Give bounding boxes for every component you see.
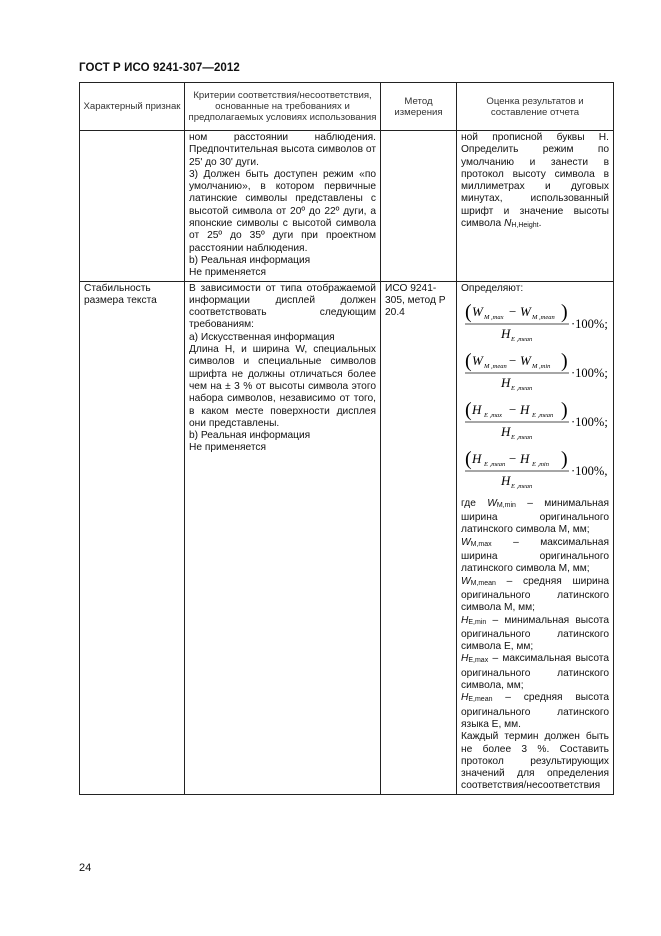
formula-denominator-subscript: E ,mean (511, 433, 533, 441)
row1-criteria-p1: ном расстоянии наблюдения. Предпочтительная высота символов от 25' до 30' дуги. (189, 132, 376, 168)
formula-term-a-subscript: M ,mean (484, 362, 507, 370)
row1-criteria-p3: b) Реальная информация (189, 254, 311, 266)
formula-paren-right: ) (561, 447, 568, 470)
formula-denominator: H (501, 423, 511, 439)
definition-item (461, 615, 609, 654)
definition-item (461, 537, 609, 576)
formula-term-a: W (472, 303, 483, 319)
formula-denominator: H (501, 374, 511, 390)
definition-symbol: W (461, 536, 471, 548)
row1-criteria-p2: 3) Должен быть доступен режим «по умолчанию», в котором первичные латинские символы представлены с высотой символа от 20º до 22º дуги, а японские символы с высотой символа от 25º до 35º дуги при проектном расстоянии наблюдения. (189, 168, 376, 254)
formula-denominator: H (501, 325, 511, 341)
formula-paren-right: ) (561, 349, 568, 372)
page-number: 24 (79, 862, 92, 874)
definition-text: – средняя высота оригинального латинского языка E, мм. (461, 692, 609, 730)
formula-term-a-subscript: E ,max (484, 411, 503, 419)
row1-evaluation-symbol: N (503, 218, 512, 230)
formula-minus: − (509, 401, 517, 417)
formula-paren-right: ) (561, 300, 568, 323)
definition-symbol: H (461, 692, 469, 704)
formula-3 (463, 397, 613, 441)
table-header-row (80, 83, 614, 131)
formula-list (461, 299, 609, 490)
definition-text: – средняя ширина оригинального латинского символа M, мм; (461, 575, 609, 614)
formula-term-a: H (472, 450, 482, 466)
row2-method: ИСО 9241-305, метод Р 20.4 (381, 281, 457, 794)
formula-term-b-subscript: E ,min (532, 460, 549, 468)
formula-paren-left: ( (465, 349, 472, 372)
row2-criteria-p1: В зависимости от типа отображаемой информации дисплей должен соответствовать следующим требованиям: (189, 282, 376, 331)
definition-text: – минимальная ширина оригинального латинского символа M, мм; (461, 497, 609, 536)
criteria-table (79, 82, 614, 795)
definition-subscript: E,mean (468, 696, 493, 704)
formula-minus: − (509, 352, 517, 368)
row1-evaluation-text: ной прописной буквы H. Определить режим по умолчанию и занести в протокол высоту символа в миллиметрах и дуговых минутах, использованный шрифт и значение высоты символа (461, 132, 609, 230)
formula-paren-left: ( (465, 447, 472, 470)
definition-lead (461, 498, 609, 731)
row1-feature (80, 131, 185, 282)
row2-evaluation-intro: Определяют: (461, 282, 524, 294)
formula-term-a-subscript: M ,max (484, 313, 504, 321)
formula-denominator: H (501, 472, 511, 488)
formula-term-b: H (520, 401, 530, 417)
formula-term-a: W (472, 352, 483, 368)
definition-item (461, 653, 609, 692)
definition-symbol: H (461, 653, 469, 665)
formula-term-b-subscript: E ,mean (532, 411, 554, 419)
formula-denominator-subscript: E ,mean (511, 335, 533, 343)
formula-minus: − (509, 303, 517, 319)
formula-denominator-subscript: E ,mean (511, 482, 533, 490)
header-evaluation: Оценка результатов и составление отчета (457, 83, 614, 131)
row2-criteria-p3: Длина H, и ширина W, специальных символов и специальные символов шрифта не должны отличаться более чем на ± 3 % от высоты символа этого набора символов, независимо от того, в каком месте поверхности дисплея они представлены. (189, 344, 376, 429)
definition-text: – минимальная высота оригинального латинского символа E, мм; (461, 614, 609, 653)
formula-1 (463, 299, 613, 343)
table-row-text-size-stability (80, 281, 614, 794)
formula-4 (463, 446, 613, 490)
formula-term-a: H (472, 401, 482, 417)
definition-list (461, 498, 609, 731)
row1-evaluation (457, 131, 614, 282)
row2-criteria-p4: b) Реальная информация (189, 430, 311, 442)
formula-paren-left: ( (465, 398, 472, 421)
definition-subscript: E,min (468, 618, 487, 626)
definition-subscript: E,max (468, 657, 489, 665)
definition-text: – максимальная высота оригинального латинского символа, мм; (461, 653, 609, 692)
definition-symbol: W (461, 575, 471, 587)
row2-evaluation (457, 281, 614, 794)
where-word: где (461, 497, 476, 509)
definition-subscript: M,min (496, 501, 516, 509)
row1-criteria-p4: Не применяется (189, 267, 267, 279)
formula-multiplier: ·100%, (571, 463, 608, 478)
definition-symbol: H (461, 614, 469, 626)
row2-criteria-p2: a) Искусственная информация (189, 331, 335, 343)
row1-evaluation-end: . (538, 218, 542, 230)
formula-term-b-subscript: M ,min (532, 362, 551, 370)
row2-feature: Стабильность размера текста (80, 281, 185, 794)
row1-criteria (185, 131, 381, 282)
header-method: Метод измерения (381, 83, 457, 131)
formula-term-a-subscript: E ,mean (484, 460, 506, 468)
formula-denominator-subscript: E ,mean (511, 384, 533, 392)
formula-term-b: W (520, 303, 531, 319)
definition-subscript: M,max (470, 540, 492, 548)
table-row-continuation (80, 131, 614, 282)
formula-2 (463, 348, 613, 392)
header-criteria: Критерии соответствия/несоответствия, основанные на требованиях и предполагаемых условиях использования (185, 83, 381, 131)
formula-multiplier: ·100%; (571, 365, 608, 380)
formula-paren-left: ( (465, 300, 472, 323)
header-feature: Характерный признак (80, 83, 185, 131)
formula-term-b: W (520, 352, 531, 368)
formula-multiplier: ·100%; (571, 414, 608, 429)
formula-term-b-subscript: M ,mean (532, 313, 555, 321)
row2-evaluation-end: Каждый термин должен быть не более 3 %. Составить протокол результирующих значений для определения соответствия/несоответствия (461, 731, 609, 792)
formula-multiplier: ·100%; (571, 316, 608, 331)
definition-subscript: M,mean (470, 579, 496, 587)
definition-symbol: W (487, 497, 497, 509)
row2-criteria (185, 281, 381, 794)
definition-item (461, 692, 609, 731)
formula-minus: − (509, 450, 517, 466)
row1-evaluation-subscript: H,Height (511, 222, 539, 230)
formula-term-b: H (520, 450, 530, 466)
formula-paren-right: ) (561, 398, 568, 421)
definition-text: – максимальная ширина оригинального латинского символа M, мм; (461, 536, 609, 575)
definition-item (461, 498, 609, 536)
row1-method (381, 131, 457, 282)
definition-item (461, 576, 609, 615)
document-header: ГОСТ Р ИСО 9241-307—2012 (79, 62, 240, 74)
row2-criteria-p5: Не применяется (189, 442, 267, 454)
